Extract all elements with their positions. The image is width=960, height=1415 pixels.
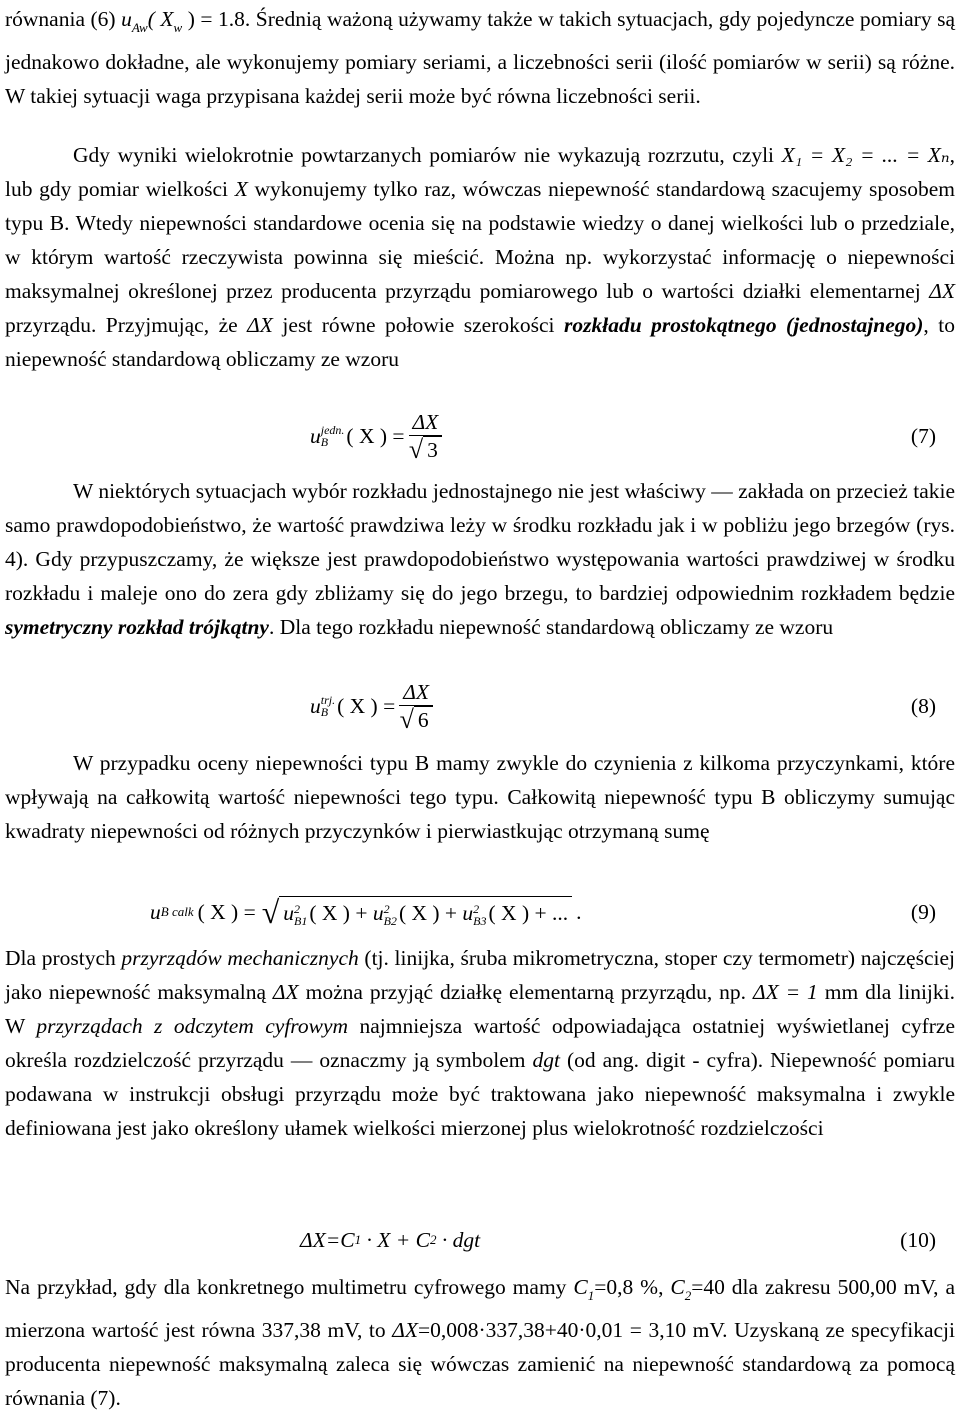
text: , lub gdy pomiar wielkości — [5, 143, 955, 201]
math-sub: B — [320, 705, 329, 719]
math-script-stack — [473, 903, 486, 927]
text: jest równe połowie szerokości — [272, 313, 564, 337]
math-arg: ( X ) = — [197, 899, 256, 924]
math-sub: B3 — [473, 914, 487, 929]
radical-icon: √ — [261, 894, 280, 930]
math-sup: 2 — [473, 902, 480, 917]
radicand — [279, 896, 572, 929]
paragraph-instruments — [5, 941, 955, 1145]
text: W niektórych sytuacjach wybór rozkładu jednostajnego nie jest właściwy — zakłada on przecież takie samo prawdopodobieństwo, że wartość prawdziwa leży w środku rozkładu jak i w pobliżu jego brzegów (rys. 4). Gdy przypuszczamy, że większe jest prawdopodobieństwo występowania wartości prawdziwej w środku rozkładu i maleje ono do zera gdy zbliżamy się do jego brzegu, to bardziej odpowiednim rozkładem będzie — [5, 479, 955, 605]
paragraph-type-b — [5, 138, 955, 376]
math-arg: ( X ) + — [309, 901, 373, 925]
math-part: · X + C — [361, 1227, 430, 1252]
math-sub: 2 — [429, 1232, 437, 1247]
math-sup: jedn. — [320, 423, 345, 437]
text: =0,8 %, — [594, 1275, 671, 1299]
numerator: ΔX — [399, 679, 433, 706]
text: =0,008·337,38+40·0,01 = 3,10 mV. Uzyskaną ze specyfikacji producenta niepewność maksymalną zaleca się wówczas zamienić na niepewność standardową za pomocą równania (7). — [5, 1318, 955, 1410]
math-sub: B — [320, 435, 329, 449]
math-delta-x: ΔX — [272, 980, 299, 1004]
math-sub: 1 — [354, 1232, 362, 1247]
text: Średnią ważoną używamy także w takich sytuacjach, gdy pojedyncze pomiary są jednakowo dokładne, ale wykonujemy pomiary seriami, a liczebności serii (ilość pomiarów w serii) są różne. W takiej sytuacji waga przypisana każdej serii może być równa liczebności serii. — [5, 7, 955, 108]
math-delta-x-1: ΔX = 1 — [752, 980, 818, 1004]
formula-u-aw — [121, 7, 183, 35]
text: =40 dla zakresu 500,00 mV, a mierzona wartość jest równa 337,38 mV, to — [5, 1275, 955, 1342]
text: przyrządu. Przyjmując, że — [5, 313, 248, 337]
paragraph-weighted-mean — [5, 2, 955, 113]
text: (tj. linijka, śruba mikrometryczna, stoper czy termometr) najczęściej jako niepewność maksymalną — [5, 946, 955, 1004]
math-tail: . — [576, 899, 582, 924]
math-arg: ( X ) + ... — [488, 901, 569, 925]
text: Gdy wyniki wielokrotnie powtarzanych pomiarów nie wykazują rozrzutu, czyli — [73, 143, 782, 167]
emphasis-mechanical: przyrządów mechanicznych — [121, 946, 359, 970]
denominator: 6 — [414, 706, 433, 733]
equation-body — [310, 676, 437, 736]
math-u: u — [372, 901, 384, 925]
sqrt — [409, 436, 442, 463]
radical-icon: √ — [408, 435, 424, 464]
text: wykonujemy tylko raz, wówczas niepewność standardową szacujemy sposobem typu B. Wtedy niepewności standardowe ocenia się na podstawie wiedzy o danej wielkości lub o przedziale, w którym wartość rzeczywista powinna się mieścić. Można np. wykorzystać informację o niepewności maksymalnej określonej przez producenta przyrządu pomiarowego lub o wartości działki elementarnej — [5, 177, 955, 303]
text: najmniejsza wartość odpowiadająca ostatniej wyświetlanej cyfrze określa rozdzielczość przyrządu — oznaczmy ją symbolem — [5, 1014, 956, 1072]
math-x: X — [234, 177, 248, 201]
sqrt — [262, 895, 572, 929]
emphasis-triangular: symetryczny rozkład trójkątny — [5, 615, 269, 639]
math-script-stack — [294, 903, 307, 927]
math-sub: B1 — [294, 914, 308, 929]
math-sub: 2 — [684, 1288, 692, 1303]
math-part: · dgt — [436, 1227, 481, 1252]
math-part: ΔX=C — [300, 1227, 355, 1252]
text: . Dla tego rozkładu niepewność standardową obliczamy ze wzoru — [268, 615, 834, 639]
paragraph-total-uncertainty — [5, 746, 955, 848]
sqrt — [400, 706, 433, 733]
math-script-stack — [384, 903, 397, 927]
math-sub: w — [173, 20, 183, 35]
equation-7 — [0, 406, 960, 466]
math-u: u — [310, 423, 321, 448]
text: mm dla linijki. W — [5, 980, 956, 1038]
paragraph-multimeter-example — [5, 1270, 955, 1415]
math-rest: ) = 1.8. — [182, 7, 251, 31]
math-arg: ( X ) + — [398, 901, 463, 925]
math-c: C — [670, 1275, 685, 1299]
text: Na przykład, gdy dla konkretnego multimetru cyfrowego mamy — [5, 1275, 574, 1299]
equation-body — [300, 1210, 480, 1270]
math-u: u — [462, 901, 474, 925]
equation-label: (7) — [910, 423, 936, 448]
math-script-stack — [321, 424, 345, 448]
math-u: u — [150, 899, 161, 924]
text: (od ang. digit - cyfra). Niepewność pomiaru podawana w instrukcji obsługi przyrządu może być traktowana jako niepewność maksymalna i zwykle definiowana jest jako określony ułamek wielkości mierzonej plus wielokrotność rozdzielczości — [5, 1048, 955, 1140]
math-u: u — [283, 901, 295, 925]
formula-x-equal: X₁ = X₂ = ... = Xₙ — [781, 143, 950, 167]
numerator: ΔX — [409, 409, 443, 436]
emphasis-rectangular: rozkładu prostokątnego (jednostajnego) — [563, 313, 924, 337]
math-arg: ( X ) = — [337, 693, 396, 718]
text: można przyjąć działkę elementarną przyrządu, np. — [298, 980, 753, 1004]
emphasis-digital: przyrządach z odczytem cyfrowym — [36, 1014, 349, 1038]
equation-label: (8) — [910, 693, 936, 718]
text: Dla prostych — [5, 946, 122, 970]
text: , to niepewność standardową obliczamy ze wzoru — [5, 313, 956, 371]
denominator: 3 — [423, 436, 442, 463]
equation-10 — [0, 1210, 960, 1270]
fraction — [399, 679, 433, 733]
math-script-stack — [321, 694, 335, 718]
equation-body — [150, 882, 582, 942]
math-u: u — [121, 7, 132, 31]
math-dgt: dgt — [532, 1048, 560, 1072]
math-arg: ( X ) = — [346, 423, 405, 448]
math-arg: ( X — [147, 7, 174, 31]
math-sub: 1 — [587, 1288, 595, 1303]
text: równania (6) — [5, 7, 122, 31]
radical-icon: √ — [399, 705, 414, 734]
text: W przypadku oceny niepewności typu B mamy zwykle do czynienia z kilkoma przyczynkami, które wpływają na całkowitą wartość niepewności tego typu. Całkowitą niepewność typu B obliczymy sumując kwadraty niepewności od różnych przyczynków i pierwiastkując otrzymaną sumę — [5, 751, 955, 843]
equation-label: (10) — [900, 1227, 936, 1252]
math-sub: Aw — [131, 20, 148, 35]
math-delta-x: ΔX — [929, 279, 955, 303]
fraction — [409, 409, 443, 463]
equation-9 — [0, 882, 960, 942]
math-u: u — [310, 693, 321, 718]
math-delta-x: ΔX — [247, 313, 273, 337]
math-sup: 2 — [294, 902, 301, 917]
math-sup: 2 — [383, 902, 390, 917]
math-delta-x: ΔX — [392, 1318, 418, 1342]
math-sub: B2 — [383, 914, 397, 929]
equation-8 — [0, 676, 960, 736]
paragraph-triangular — [5, 474, 955, 644]
equation-label: (9) — [910, 899, 936, 924]
math-c: C — [573, 1275, 588, 1299]
equation-body — [310, 406, 446, 466]
math-sub: B calk — [160, 904, 194, 919]
math-sup: trj. — [320, 693, 336, 707]
